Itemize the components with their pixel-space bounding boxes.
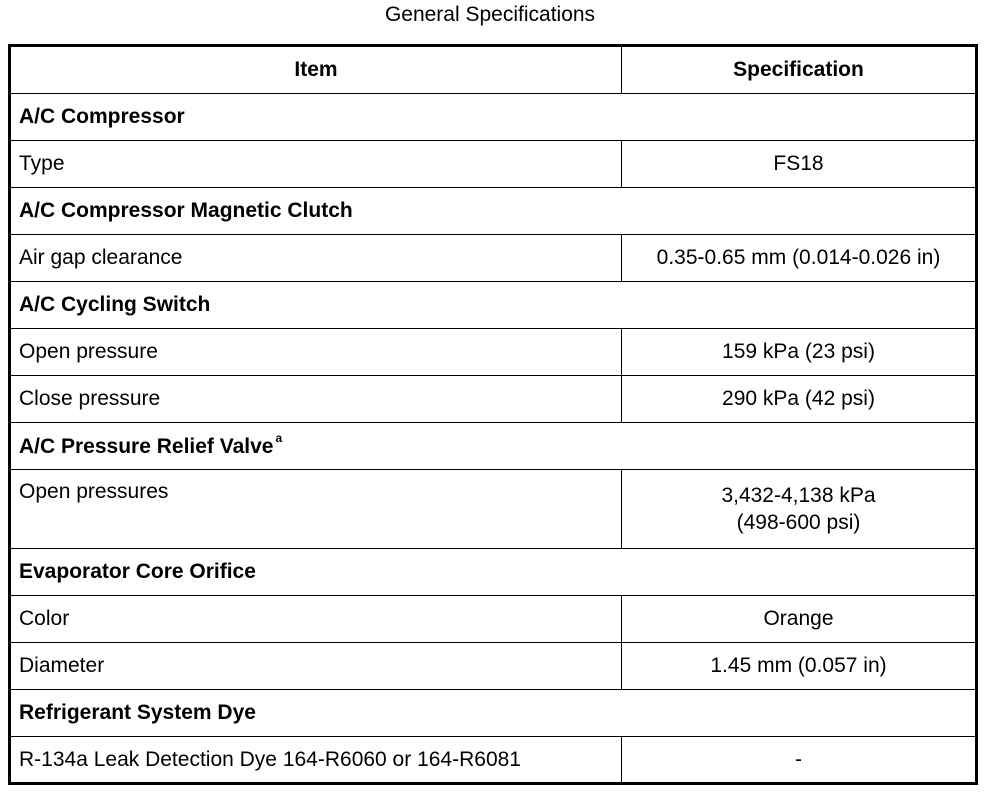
item-cell: R-134a Leak Detection Dye 164-R6060 or 164-R6081 <box>10 737 622 784</box>
section-row <box>10 94 977 141</box>
specifications-table <box>8 44 978 785</box>
item-cell: Open pressures <box>10 470 622 549</box>
spec-cell: Orange <box>622 596 977 643</box>
spec-line-2: (498-600 psi) <box>736 511 861 534</box>
table-row <box>10 643 977 690</box>
table-row <box>10 329 977 376</box>
table-row <box>10 737 977 784</box>
table-header-row <box>10 46 977 94</box>
column-header-item: Item <box>10 46 622 94</box>
table-row <box>10 596 977 643</box>
section-heading: Evaporator Core Orifice <box>10 549 977 596</box>
section-row <box>10 188 977 235</box>
table-row <box>10 376 977 423</box>
section-heading: A/C Compressor Magnetic Clutch <box>10 188 977 235</box>
item-cell: Type <box>10 141 622 188</box>
item-cell: Open pressure <box>10 329 622 376</box>
section-row <box>10 690 977 737</box>
item-cell: Close pressure <box>10 376 622 423</box>
document-title: General Specifications <box>384 3 596 26</box>
column-header-specification: Specification <box>622 46 977 94</box>
section-heading-text: A/C Pressure Relief Valve <box>19 434 274 458</box>
spec-cell: 0.35-0.65 mm (0.014-0.026 in) <box>622 235 977 282</box>
spec-cell <box>622 470 977 549</box>
spec-cell: 1.45 mm (0.057 in) <box>622 643 977 690</box>
spec-cell: 290 kPa (42 psi) <box>622 376 977 423</box>
item-cell: Diameter <box>10 643 622 690</box>
spec-cell: FS18 <box>622 141 977 188</box>
table-row <box>10 470 977 549</box>
section-heading: A/C Compressor <box>10 94 977 141</box>
section-row <box>10 423 977 470</box>
section-heading: Refrigerant System Dye <box>10 690 977 737</box>
section-row <box>10 549 977 596</box>
section-row <box>10 282 977 329</box>
footnote-marker: a <box>275 430 283 445</box>
section-heading-with-footnote <box>10 423 977 470</box>
item-cell: Color <box>10 596 622 643</box>
spec-line-1: 3,432-4,138 kPa <box>721 484 876 507</box>
spec-cell: - <box>622 737 977 784</box>
spec-cell: 159 kPa (23 psi) <box>622 329 977 376</box>
table-row <box>10 235 977 282</box>
table-row <box>10 141 977 188</box>
item-cell: Air gap clearance <box>10 235 622 282</box>
section-heading: A/C Cycling Switch <box>10 282 977 329</box>
